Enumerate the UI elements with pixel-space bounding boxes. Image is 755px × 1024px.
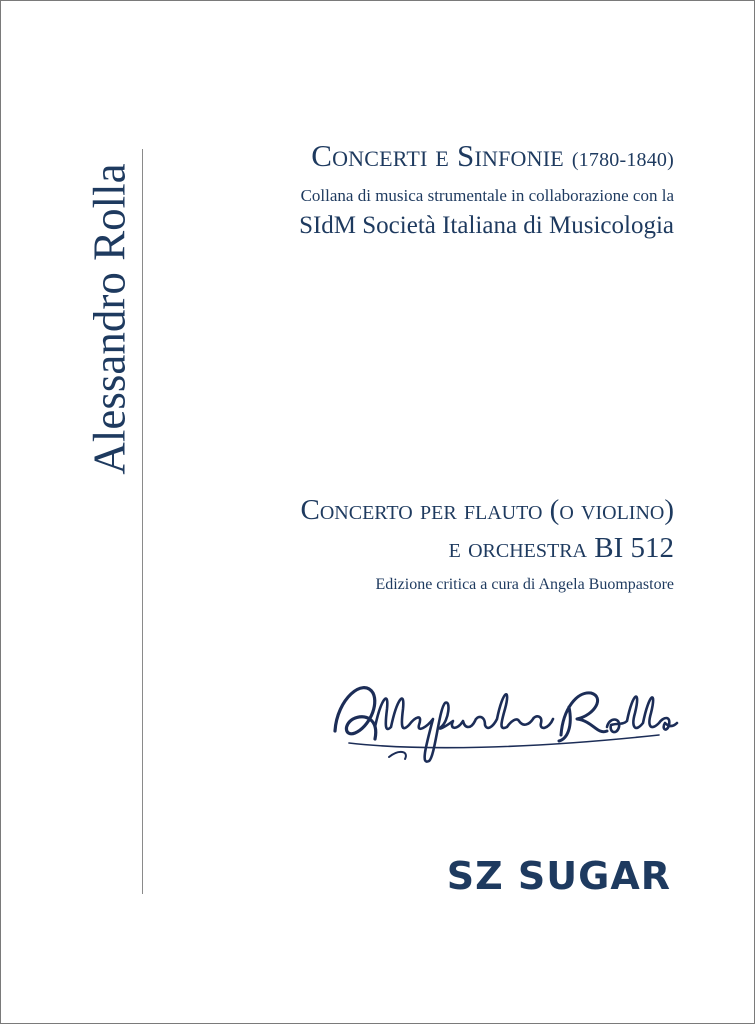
work-block	[301, 491, 675, 594]
editor-credit: Edizione critica a cura di Angela Buompastore	[375, 575, 674, 593]
composer-name-vertical: Alessandro Rolla	[84, 163, 135, 475]
series-years: (1780-1840)	[571, 149, 674, 171]
series-block	[299, 139, 674, 239]
composer-signature	[329, 669, 679, 769]
series-title-line	[299, 139, 674, 173]
vertical-rule	[142, 149, 143, 894]
work-title-line-2: e orchestra BI 512	[448, 532, 674, 565]
series-title: Concerti e Sinfonie	[311, 138, 564, 173]
work-title-line-1: Concerto per flauto (o violino)	[300, 494, 674, 526]
series-society: SIdM Società Italiana di Musicologia	[299, 211, 674, 239]
series-note: Collana di musica strumentale in collaborazione con la	[300, 186, 674, 206]
publisher-logo: SZ SUGAR	[446, 854, 671, 898]
